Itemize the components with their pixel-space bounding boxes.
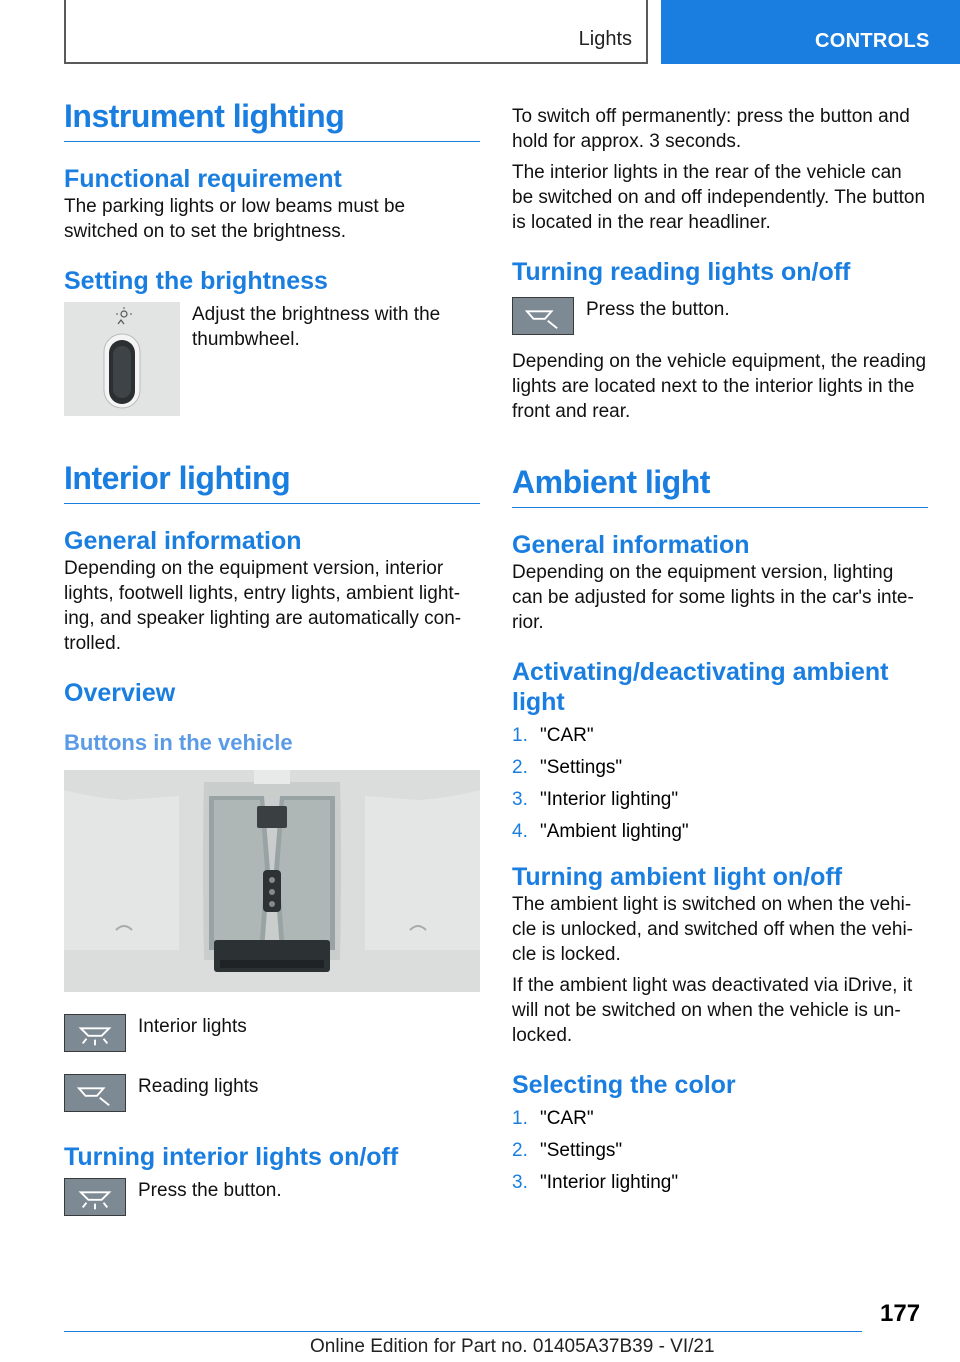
reading-lights-button-row (512, 297, 928, 335)
ceiling-console-image (64, 770, 480, 992)
header-section-box (64, 0, 648, 64)
header-chapter-tab[interactable] (661, 0, 960, 64)
switch-off-permanently-text: To switch off permanently: press the button and hold for approx. 3 seconds. (512, 106, 910, 152)
reading-light-icon (64, 1074, 126, 1112)
activating-steps-list (512, 723, 928, 844)
instrument-lighting-heading: Instrument lighting (64, 98, 480, 142)
setting-brightness-heading: Setting the brightness (64, 267, 328, 295)
list-item: 4. "Ambient lighting" (512, 821, 689, 842)
general-information-text: Depending on the equipment version, interior lights, footwell lights, entry lights, ambient lighting, and speaker lighting are automatically controlled. (64, 558, 462, 654)
general-information-heading: General information (64, 527, 302, 555)
reading-lights-label: Reading lights (138, 1076, 259, 1097)
list-item: 1. "CAR" (512, 1108, 594, 1129)
list-item: 1. "CAR" (512, 725, 594, 746)
buttons-in-vehicle-heading: Buttons in the vehicle (64, 730, 293, 755)
footer-divider (64, 1331, 862, 1332)
turning-ambient-light-text-2: If the ambient light was deactivated via iDrive, it will not be switched on when the vehicle is unlocked. (512, 975, 913, 1046)
ambient-general-information-text: Depending on the equipment version, lighting can be adjusted for some lights in the car's interior. (512, 562, 914, 633)
rear-interior-lights-text: The interior lights in the rear of the vehicle can be switched on and off independently. The button is located in the rear headliner. (512, 162, 926, 233)
selecting-color-heading: Selecting the color (512, 1071, 736, 1099)
list-item: 3. "Interior lighting" (512, 789, 679, 810)
reading-lights-location-text: Depending on the vehicle equipment, the reading lights are located next to the interior lights in the front and rear. (512, 351, 927, 422)
turning-ambient-light-heading: Turning ambient light on/off (512, 863, 843, 891)
turning-interior-lights-row (64, 1178, 480, 1216)
activating-ambient-light-heading: Activating/deactivating ambient light (512, 658, 889, 716)
footer-edition-text: Online Edition for Part no. 01405A37B39 - VI/21 (310, 1336, 715, 1357)
reading-lights-row (64, 1074, 480, 1112)
list-item: 2. "Settings" (512, 1140, 623, 1161)
reading-lights-press-text: Press the button. (586, 299, 730, 320)
ambient-light-heading: Ambient light (512, 464, 928, 508)
overview-heading: Overview (64, 679, 176, 707)
interior-lights-label: Interior lights (138, 1016, 247, 1037)
interior-light-icon (64, 1178, 126, 1216)
ambient-general-information-heading: General information (512, 531, 750, 559)
functional-requirement-heading: Functional requirement (64, 165, 342, 193)
functional-requirement-text: The parking lights or low beams must be switched on to set the brightness. (64, 196, 406, 242)
header-section-title: Lights (578, 28, 632, 50)
interior-light-icon (64, 1014, 126, 1052)
color-steps-list (512, 1106, 928, 1195)
right-column (512, 104, 928, 1202)
turning-ambient-light-text-1: The ambient light is switched on when the vehicle is unlocked, and switched off when the vehicle is locked. (512, 894, 913, 965)
reading-light-icon (512, 297, 574, 335)
interior-lighting-heading: Interior lighting (64, 460, 480, 504)
thumbwheel-icon (64, 302, 180, 416)
turning-interior-lights-heading: Turning interior lights on/off (64, 1143, 399, 1171)
list-item: 3. "Interior lighting" (512, 1172, 679, 1193)
setting-brightness-text: Adjust the brightness with the thumbwheel. (192, 304, 441, 350)
interior-lights-row (64, 1014, 480, 1052)
page-number: 177 (880, 1300, 921, 1327)
list-item: 2. "Settings" (512, 757, 623, 778)
header-chapter-label: CONTROLS (815, 30, 930, 52)
brightness-row (64, 302, 480, 416)
left-column (64, 98, 480, 1216)
turning-reading-lights-heading: Turning reading lights on/off (512, 258, 851, 286)
turning-interior-lights-text: Press the button. (138, 1180, 282, 1201)
